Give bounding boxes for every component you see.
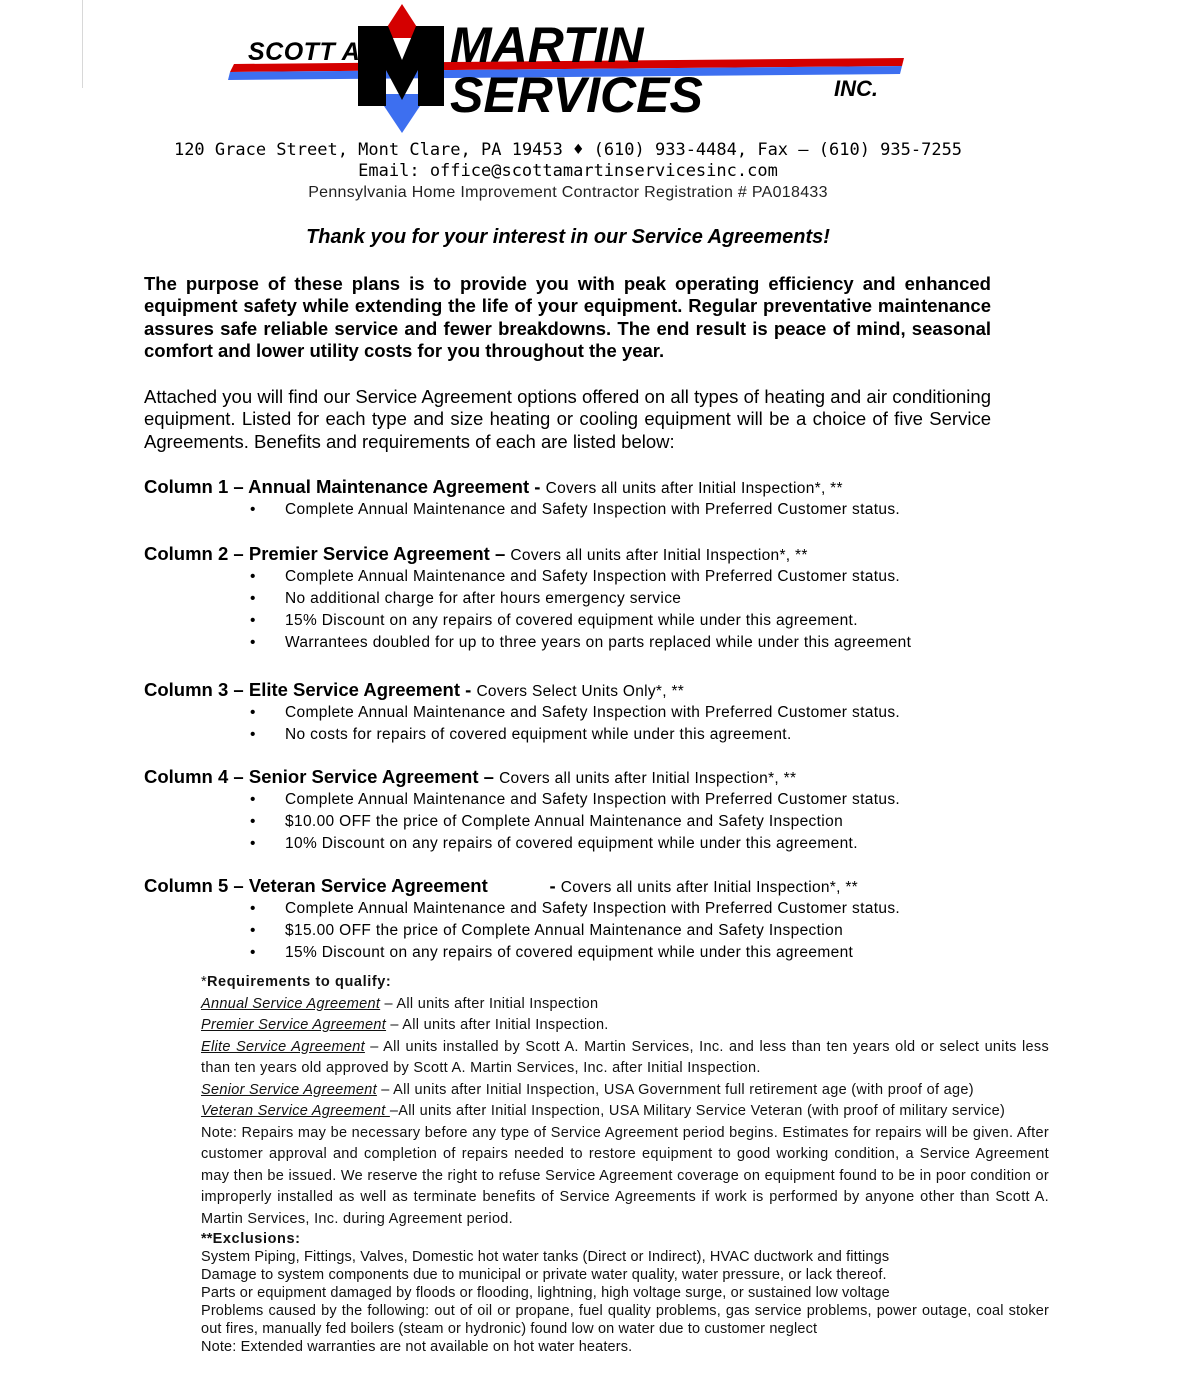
column-2-benefits [144, 566, 1124, 654]
benefit-text: Complete Annual Maintenance and Safety Inspection with Preferred Customer status. [285, 704, 901, 721]
column-3-coverage: Covers Select Units Only*, ** [476, 683, 685, 700]
requirement-text: – All units after Initial Inspection [380, 995, 599, 1012]
column-1-section [144, 475, 1124, 521]
benefit-text: 15% Discount on any repairs of covered equipment while under this agreement [285, 944, 854, 961]
column-2-section [144, 542, 1124, 654]
exclusion-line: Parts or equipment damaged by floods or flooding, lightning, high voltage surge, or sustained low voltage [201, 1285, 890, 1301]
bullet-icon: • [250, 704, 256, 721]
bullet-icon: • [250, 944, 256, 961]
benefit-text: $10.00 OFF the price of Complete Annual Maintenance and Safety Inspection [285, 813, 844, 830]
logo-scott-text: SCOTT A. [248, 38, 368, 66]
bullet-icon: • [250, 501, 256, 518]
list-item [144, 942, 1124, 964]
requirement-veteran [201, 1101, 1049, 1123]
page-edge-line [82, 0, 83, 88]
column-5-coverage: Covers all units after Initial Inspection*, ** [560, 879, 858, 896]
exclusion-line: System Piping, Fittings, Valves, Domestic hot water tanks (Direct or Indirect), HVAC ductwork and fittings [201, 1249, 890, 1265]
column-4-section [144, 765, 1124, 855]
column-5-title: Column 5 – Veteran Service Agreement [144, 875, 488, 896]
list-item [144, 566, 1124, 588]
bullet-icon: • [250, 791, 256, 808]
requirement-name: Senior Service Agreement [201, 1081, 377, 1098]
bullet-icon: • [250, 813, 256, 830]
requirement-senior [201, 1080, 1049, 1102]
column-1-separator: - [529, 476, 546, 497]
column-4-coverage: Covers all units after Initial Inspection*, ** [499, 770, 797, 787]
column-1-heading [144, 475, 1124, 499]
requirements-star: * [201, 974, 207, 990]
requirement-text: – All units installed by Scott A. Martin Services, Inc. and less than ten years old or select units less than ten years old approved by Scott A. Martin Services, Inc. after Initial Inspection. [201, 1038, 1050, 1076]
requirement-name: Veteran Service Agreement [201, 1103, 390, 1119]
column-2-coverage: Covers all units after Initial Inspection*, ** [510, 547, 808, 564]
exclusion-note: Note: Extended warranties are not available on hot water heaters. [201, 1339, 633, 1355]
list-item [144, 588, 1124, 610]
bullet-icon: • [250, 612, 256, 629]
column-4-separator: – [478, 766, 500, 787]
exclusions-section [201, 1230, 1049, 1356]
requirements-heading [201, 972, 1049, 994]
requirement-name: Premier Service Agreement [201, 1017, 387, 1033]
list-item [144, 724, 1124, 746]
list-item [144, 702, 1124, 724]
attached-paragraph: Attached you will find our Service Agreement options offered on all types of heating and air conditioning equipment. Listed for each type and size heating or cooling equipment will be a choice of five Service Agreements. Benefits and requirements of each are listed below: [144, 386, 991, 452]
list-item [144, 920, 1124, 942]
purpose-paragraph: The purpose of these plans is to provide you with peak operating efficiency and enhanced equipment safety while extending the life of your equipment. Regular preventative maintenance assures safe reliable service and fewer breakdowns. The end result is peace of mind, seasonal comfort and lower utility costs for you throughout the year. [144, 273, 991, 362]
column-4-benefits [144, 789, 1124, 855]
column-1-benefits [144, 499, 1124, 521]
requirement-elite [201, 1037, 1049, 1080]
list-item [144, 833, 1124, 855]
column-2-heading [144, 542, 1124, 566]
company-logo [228, 4, 908, 136]
requirement-text: – All units after Initial Inspection. [386, 1017, 609, 1033]
requirement-name: Elite Service Agreement [201, 1038, 365, 1055]
requirement-text: – All units after Initial Inspection, USA Government full retirement age (with proof of age) [376, 1081, 974, 1098]
logo-name-text: MARTIN SERVICES [450, 17, 703, 123]
bullet-icon: • [250, 900, 256, 917]
requirement-annual [201, 994, 1049, 1016]
logo-inc-text: INC. [834, 76, 878, 101]
exclusions-heading [201, 1230, 1049, 1248]
requirement-premier [201, 1015, 1049, 1037]
column-5-benefits [144, 898, 1124, 964]
exclusion-line: Problems caused by the following: out of oil or propane, fuel quality problems, gas service problems, power outage, coal stoker out fires, manually fed boilers (steam or hydronic) found low on water due to customer neglect [201, 1303, 1049, 1337]
registration-line: Pennsylvania Home Improvement Contractor Registration # PA018433 [308, 184, 828, 201]
thank-you-heading: Thank you for your interest in our Service Agreements! [306, 226, 830, 248]
column-1-coverage: Covers all units after Initial Inspection*, ** [545, 480, 843, 497]
requirements-heading-text: Requirements to qualify: [206, 974, 392, 990]
bullet-icon: • [250, 590, 256, 607]
benefit-text: 15% Discount on any repairs of covered equipment while under this agreement. [285, 612, 858, 629]
bullet-icon: • [250, 568, 256, 585]
column-1-title: Column 1 – Annual Maintenance Agreement [144, 476, 530, 497]
column-5-separator: - [487, 875, 561, 896]
exclusions-stars: ** [201, 1231, 213, 1247]
list-item [144, 898, 1124, 920]
column-5-section [144, 874, 1124, 964]
list-item [144, 789, 1124, 811]
benefit-text: No additional charge for after hours emergency service [285, 590, 682, 607]
list-item [144, 811, 1124, 833]
exclusions-heading-text: Exclusions: [212, 1231, 301, 1247]
column-3-separator: - [459, 679, 477, 700]
benefit-text: Complete Annual Maintenance and Safety Inspection with Preferred Customer status. [285, 900, 901, 917]
benefit-text: No costs for repairs of covered equipment while under this agreement. [285, 726, 792, 743]
column-2-separator: – [489, 543, 511, 564]
column-3-benefits [144, 702, 1124, 746]
benefit-text: Complete Annual Maintenance and Safety Inspection with Preferred Customer status. [285, 501, 901, 518]
column-4-heading [144, 765, 1124, 789]
benefit-text: Warrantees doubled for up to three years on parts replaced while under this agreement [285, 634, 912, 651]
bullet-icon: • [250, 634, 256, 651]
requirements-note: Note: Repairs may be necessary before any type of Service Agreement period begins. Estimates for repairs will be given. After customer approval and completion of repairs needed to restore equipment to good working condition, a Service Agreement may then be issued. We reserve the right to refuse Service Agreement coverage on equipment found to be in poor condition or improperly installed as well as terminate benefits of Service Agreements if work is performed by anyone other than Scott A. Martin Services, Inc. during Agreement period. [201, 1124, 1049, 1227]
column-3-title: Column 3 – Elite Service Agreement [144, 679, 460, 700]
email-line: Email: office@scottamartinservicesinc.com [358, 161, 778, 181]
benefit-text: Complete Annual Maintenance and Safety Inspection with Preferred Customer status. [285, 791, 901, 808]
column-3-section [144, 678, 1124, 746]
bullet-icon: • [250, 922, 256, 939]
benefit-text: 10% Discount on any repairs of covered equipment while under this agreement. [285, 835, 858, 852]
exclusion-line: Damage to system components due to municipal or private water quality, water pressure, or lack thereof. [201, 1267, 887, 1283]
benefit-text: $15.00 OFF the price of Complete Annual Maintenance and Safety Inspection [285, 922, 844, 939]
address-line: 120 Grace Street, Mont Clare, PA 19453 ♦ (610) 933-4484, Fax – (610) 935-7255 [173, 140, 963, 160]
column-5-heading [144, 874, 1124, 898]
requirement-name: Annual Service Agreement [201, 995, 381, 1012]
column-2-title: Column 2 – Premier Service Agreement [144, 543, 490, 564]
list-item [144, 499, 1124, 521]
requirements-section [201, 972, 1049, 1230]
bullet-icon: • [250, 726, 256, 743]
list-item [144, 632, 1124, 654]
benefit-text: Complete Annual Maintenance and Safety Inspection with Preferred Customer status. [285, 568, 901, 585]
column-4-title: Column 4 – Senior Service Agreement [144, 766, 479, 787]
requirement-text: –All units after Initial Inspection, USA Military Service Veteran (with proof of military service) [389, 1103, 1006, 1119]
list-item [144, 610, 1124, 632]
column-3-heading [144, 678, 1124, 702]
bullet-icon: • [250, 835, 256, 852]
